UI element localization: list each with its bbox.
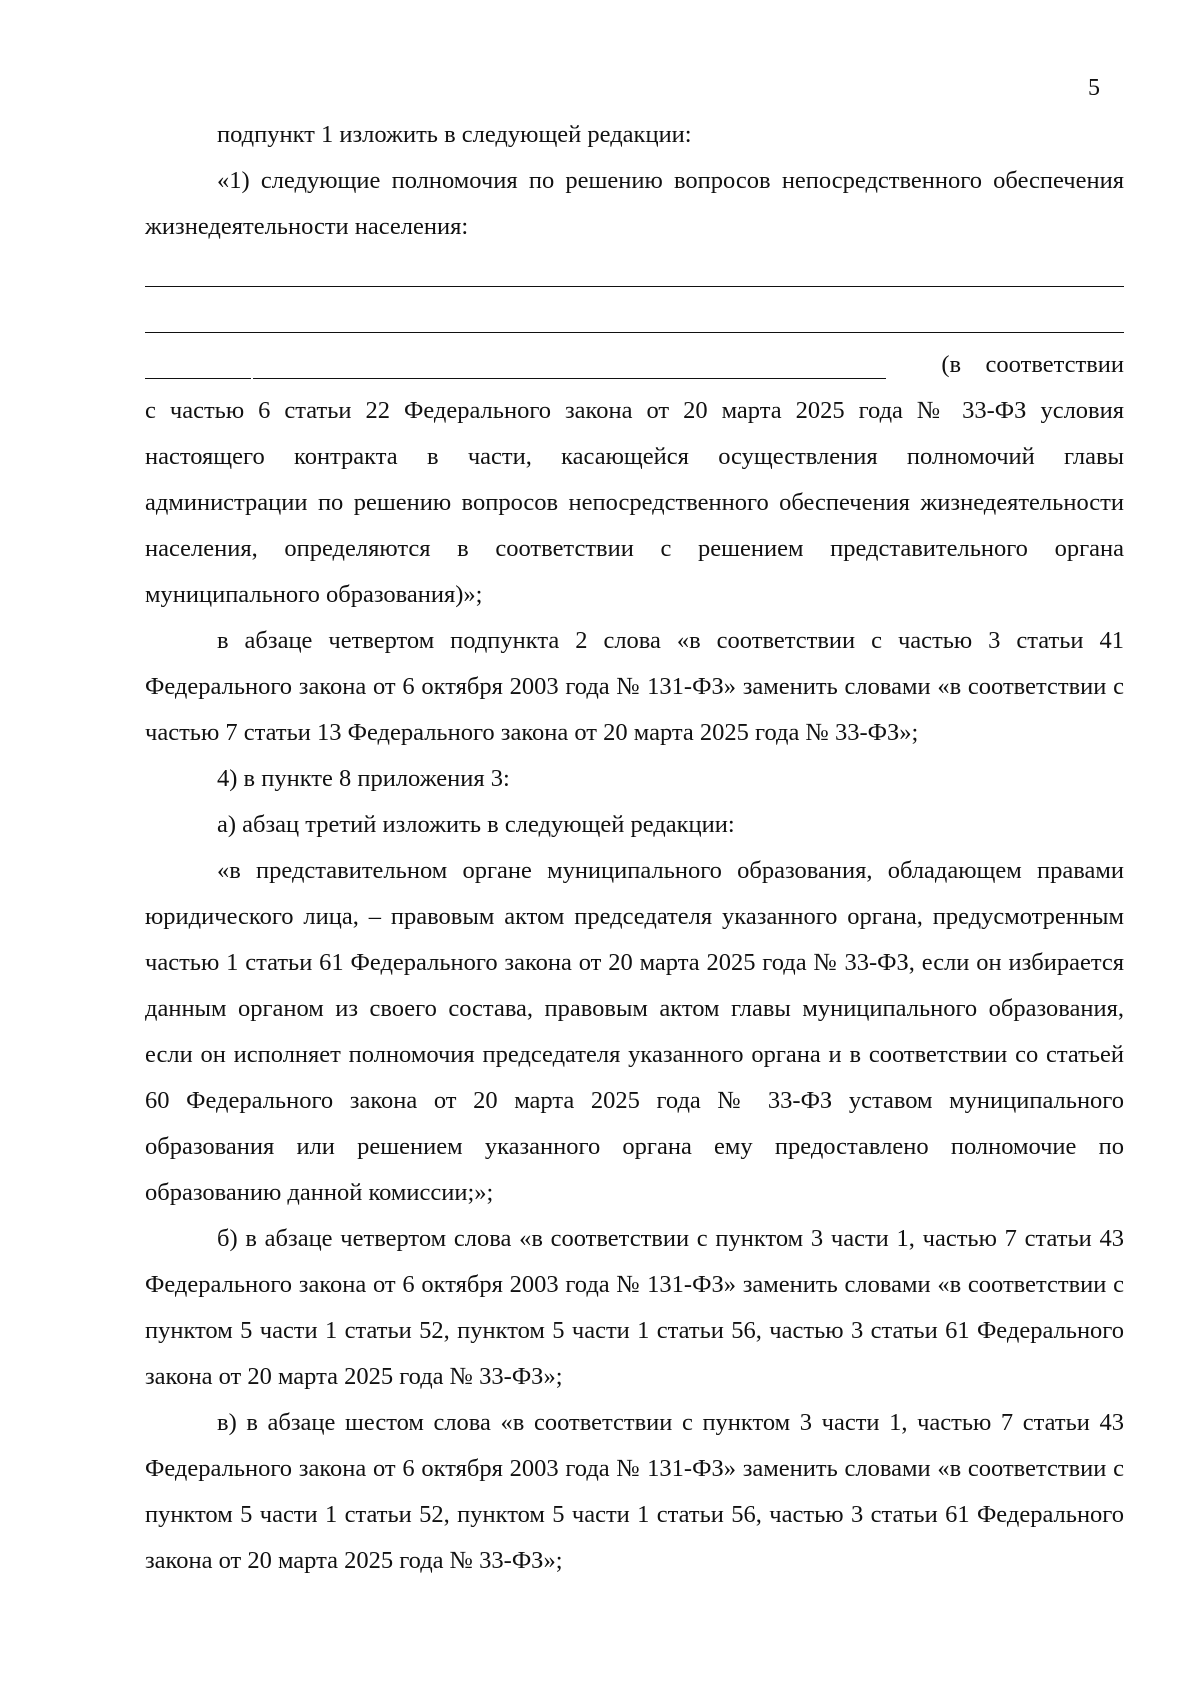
paragraph-powers-heading: «1) следующие полномочия по решению вопросов непосредственного обеспечения жизнедеятельности населения: xyxy=(145,167,1124,240)
blank-line-with-text xyxy=(145,342,1124,388)
paragraph-subpoint-2-amendment: в абзаце четвертом подпункта 2 слова «в соответствии с частью 3 статьи 41 Федерального закона от 6 октября 2003 года № 131-ФЗ» заменить словами «в соответствии с частью 7 статьи 13 Федерального закона от 20 марта 2025 года № 33-ФЗ»; xyxy=(145,627,1124,746)
blank-fill-line xyxy=(145,250,1124,296)
paragraph-item-a: а) абзац третий изложить в следующей редакции: xyxy=(217,811,735,838)
blank-segment xyxy=(145,378,251,379)
blank-line-tail-text: (в соответствии xyxy=(941,351,1124,378)
paragraph-item-4: 4) в пункте 8 приложения 3: xyxy=(217,765,510,792)
paragraph-contract-conditions: с частью 6 статьи 22 Федерального закона от 20 марта 2025 года № 33-ФЗ условия настоящего контракта в части, касающейся осуществления полномочий главы администрации по решению вопросов непосредственного обеспечения жизнедеятельности населения, определяются в соответствии с решением представительного органа муниципального образования)»; xyxy=(145,397,1124,608)
page-number: 5 xyxy=(1088,75,1100,101)
paragraph-item-v: в) в абзаце шестом слова «в соответствии с пунктом 3 части 1, частью 7 статьи 43 Федерального закона от 6 октября 2003 года № 131-ФЗ» заменить словами «в соответствии с пунктом 5 части 1 статьи 52, пунктом 5 части 1 статьи 56, частью 3 статьи 61 Федерального закона от 20 марта 2025 года № 33-ФЗ»; xyxy=(145,1409,1124,1574)
document-body xyxy=(145,112,1124,1584)
paragraph-item-b: б) в абзаце четвертом слова «в соответствии с пунктом 3 части 1, частью 7 статьи 43 Федерального закона от 6 октября 2003 года № 131-ФЗ» заменить словами «в соответствии с пунктом 5 части 1 статьи 52, пунктом 5 части 1 статьи 56, частью 3 статьи 61 Федерального закона от 20 марта 2025 года № 33-ФЗ»; xyxy=(145,1225,1124,1390)
paragraph-subpoint-intro: подпункт 1 изложить в следующей редакции: xyxy=(217,121,692,148)
paragraph-representative-body: «в представительном органе муниципального образования, обладающем правами юридического лица, – правовым актом председателя указанного органа, предусмотренным частью 1 статьи 61 Федерального закона от 20 марта 2025 года № 33-ФЗ, если он избирается данным органом из своего состава, правовым актом главы муниципального образования, если он исполняет полномочия председателя указанного органа и в соответствии со статьей 60 Федерального закона от 20 марта 2025 года № 33-ФЗ уставом муниципального образования или решением указанного органа ему предоставлено полномочие по образованию данной комиссии;»; xyxy=(145,857,1124,1206)
blank-fill-line xyxy=(145,296,1124,342)
blank-segment xyxy=(253,378,886,379)
